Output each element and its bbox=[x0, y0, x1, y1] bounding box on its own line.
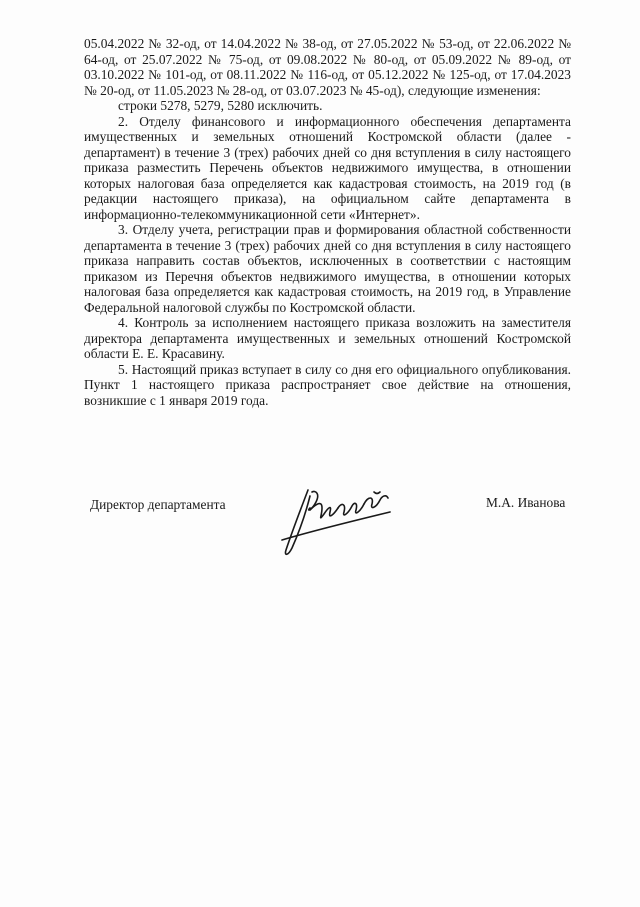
item-2-paragraph: 2. Отделу финансового и информационного обеспечения департамента имущественных и земельных отношений Костромской области (далее - департамент) в течение 3 (трех) рабочих дней со дня вступления в силу настоящего приказа разместить Перечень объектов недвижимого имущества, в отношении которых налоговая база определяется как кадастровая стоимость, на 2019 год (в редакции настоящего приказа), на официальном сайте департамента в информационно-телекоммуникационной сети «Интернет». bbox=[84, 113, 571, 222]
signature-block bbox=[0, 480, 640, 560]
item-5-paragraph: 5. Настоящий приказ вступает в силу со дня его официального опубликования. Пункт 1 настоящего приказа распространяет свое действие на отношения, возникшие с 1 января 2019 года. bbox=[84, 361, 571, 408]
item-4-paragraph: 4. Контроль за исполнением настоящего приказа возложить на заместителя директора департамента имущественных и земельных отношений Костромской области Е. Е. Красавину. bbox=[84, 315, 571, 361]
amendment-references: 05.04.2022 № 32-од, от 14.04.2022 № 38-од, от 27.05.2022 № 53-од, от 22.06.2022 № 64-од, от 25.07.2022 № 75-од, от 09.08.2022 № 80-од, от 05.09.2022 № 89-од, от 03.10.2022 № 101-од, от 08.11.2022 № 116-од, от 05.12.2022 № 125-од, от 17.04.2023 № 20-од, от 11.05.2023 № 28-од, от 03.07.2023 № 45-од), следующие изменения: bbox=[84, 36, 571, 98]
item-3-paragraph: 3. Отделу учета, регистрации прав и формирования областной собственности департамента в течение 3 (трех) рабочих дней со дня вступления в силу настоящего приказа направить состав объектов, исключенных в соответствии с настоящим приказом из Перечня объектов недвижимого имущества, в отношении которых налоговая база определяется как кадастровая стоимость, на 2019 год, в Управление Федеральной налоговой службы по Костромской области. bbox=[84, 222, 571, 315]
rows-exclusion-line: строки 5278, 5279, 5280 исключить. bbox=[118, 98, 323, 113]
handwritten-signature bbox=[272, 482, 402, 562]
signatory-name: М.А. Иванова bbox=[486, 495, 566, 510]
document-body bbox=[84, 36, 571, 408]
signatory-title: Директор департамента bbox=[90, 497, 226, 512]
